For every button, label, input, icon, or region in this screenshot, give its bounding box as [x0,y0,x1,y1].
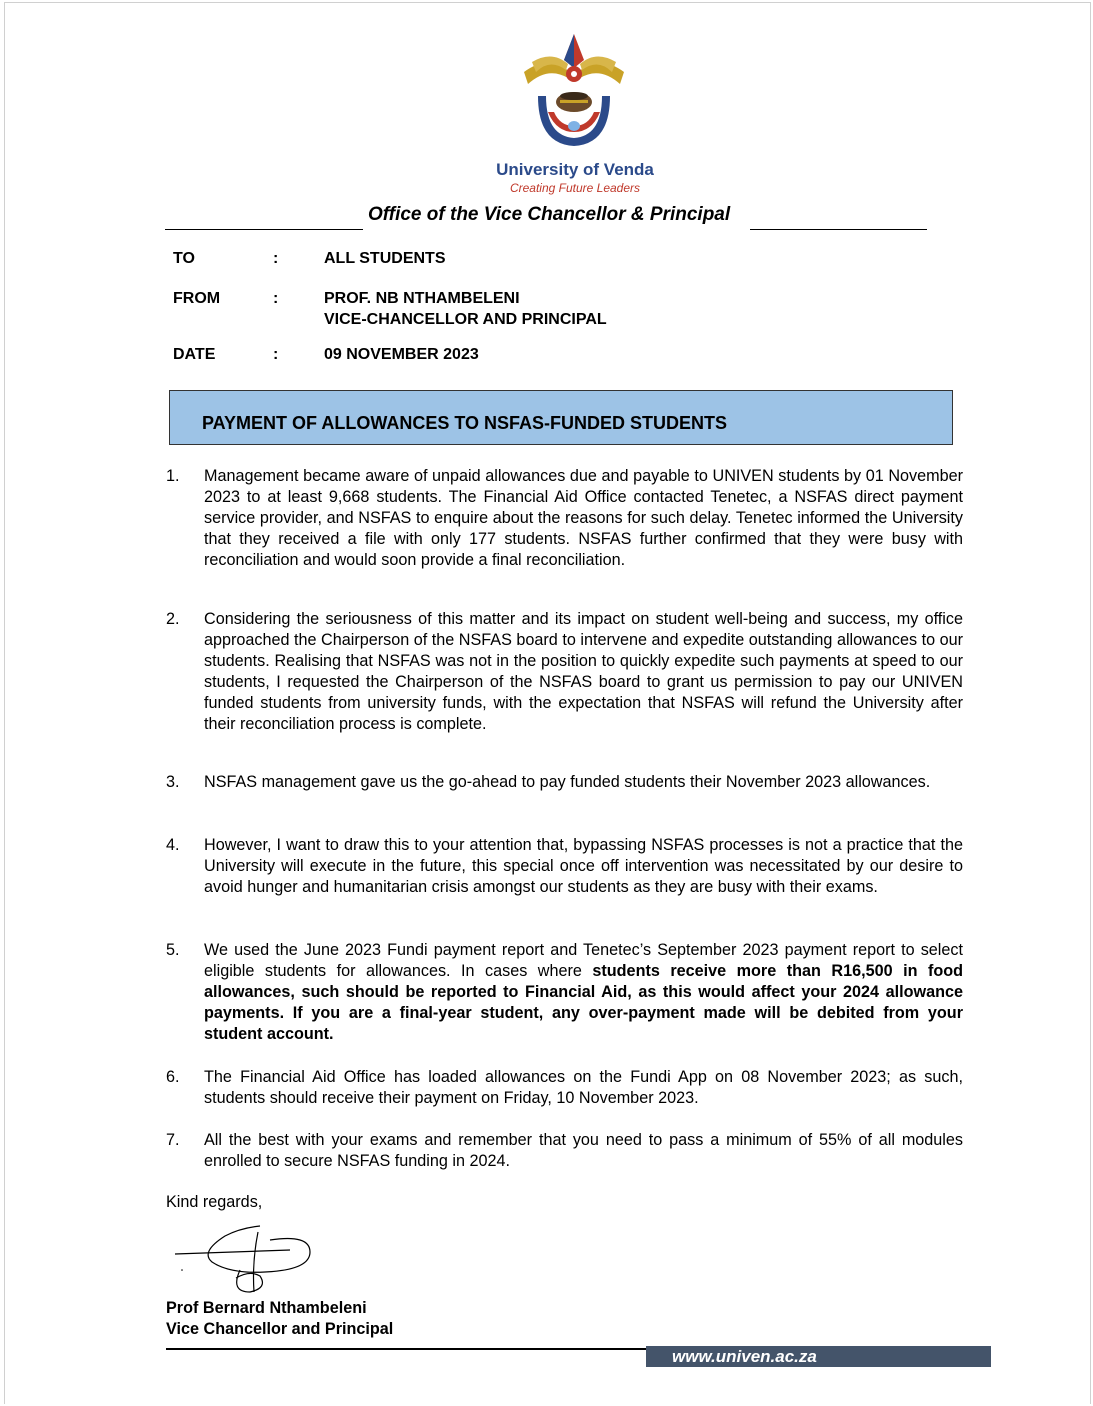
heading-rule-left [165,229,363,231]
footer-website-box [646,1346,991,1367]
item-number: 1. [166,467,180,485]
date-value: 09 NOVEMBER 2023 [324,346,479,363]
item-text-regular: We used the June 2023 Fundi payment report and Tenetec’s September 2023 payment report to select eligible students for allowances. In cases where [204,941,963,980]
from-value-2: VICE-CHANCELLOR AND PRINCIPAL [324,311,607,328]
from-value-1: PROF. NB NTHAMBELENI [324,290,520,307]
date-colon: : [273,346,279,363]
signature-icon [170,1222,320,1300]
university-tagline: Creating Future Leaders [509,181,641,195]
office-heading [165,204,927,230]
item-number: 3. [166,773,180,791]
footer-rule [166,1348,646,1350]
item-text: Considering the seriousness of this matter and its impact on student well-being and success, my office approached the Chairperson of the NSFAS board to intervene and expedite outstanding allowances to our students. Realising that NSFAS was not in the position to quickly expedite such payments at speed to our students, I requested the Chairperson of the NSFAS board to grant us permission to pay our UNIVEN funded students from university funds, with the expectation that NSFAS will refund the University after their reconciliation process is complete. [204,610,963,733]
from-colon: : [273,290,279,307]
item-text: However, I want to draw this to your attention that, bypassing NSFAS processes is not a practice that the University will execute in the future, this special once off intervention was necessitated by our desire to avoid hunger and humanitarian crisis amongst our students as they are busy with their exams. [204,836,963,896]
subject-box [169,390,953,445]
signer-title: Vice Chancellor and Principal [166,1320,394,1338]
item-text: All the best with your exams and remember that you need to pass a minimum of 55% of all modules enrolled to secure NSFAS funding in 2024. [204,1131,963,1170]
to-label: TO [173,250,195,267]
item-number: 2. [166,610,180,628]
university-crest-icon [518,32,630,154]
university-name: University of Venda [496,160,654,179]
office-title: Office of the Vice Chancellor & Principal [368,204,731,225]
to-value: ALL STUDENTS [324,250,446,267]
to-colon: : [273,250,279,267]
subject-title: PAYMENT OF ALLOWANCES TO NSFAS-FUNDED STUDENTS [202,413,728,433]
item-number: 5. [166,941,180,959]
item-text: NSFAS management gave us the go-ahead to pay funded students their November 2023 allowances. [204,773,931,791]
from-label: FROM [173,290,221,307]
item-number: 4. [166,836,180,854]
item-text-bold: students receive more than R16,500 in food allowances, such should be reported to Financial Aid, as this would affect your 2024 allowance payments. If you are a final-year student, any over-payment made will be debited from your student account. [204,962,963,1043]
date-label: DATE [173,346,216,363]
item-text: Management became aware of unpaid allowances due and payable to UNIVEN students by 01 November 2023 to at least 9,668 students. The Financial Aid Office contacted Tenetec, a NSFAS direct payment service provider, and NSFAS to enquire about the reasons for such delay. Tenetec informed the University that they received a file with only 177 students. NSFAS further confirmed that they were busy with reconciliation and would soon provide a final reconciliation. [204,467,963,569]
website-link[interactable]: www.univen.ac.za [672,1347,817,1366]
item-text [204,940,963,1045]
heading-rule-right [750,229,927,231]
signer-name: Prof Bernard Nthambeleni [166,1299,367,1317]
item-number: 7. [166,1131,180,1149]
item-text: The Financial Aid Office has loaded allowances on the Fundi App on 08 November 2023; as such, students should receive their payment on Friday, 10 November 2023. [204,1068,963,1107]
closing: Kind regards, [166,1193,263,1211]
item-number: 6. [166,1068,180,1086]
